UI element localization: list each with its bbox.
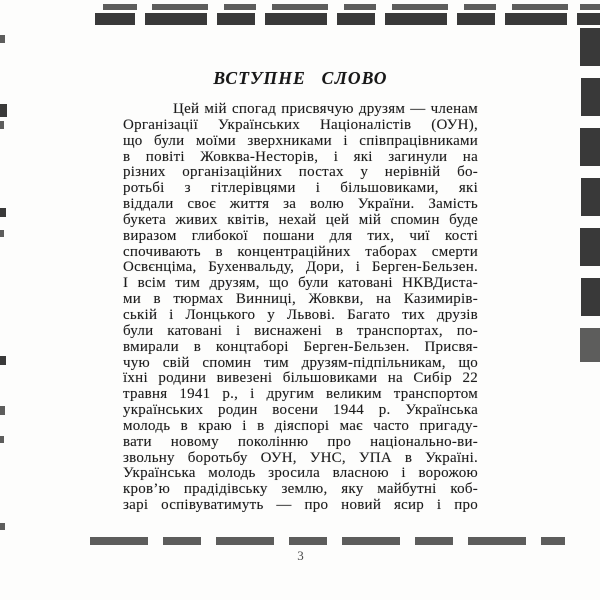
text-line: ротьбі з гітлерівцями і більшовиками, які bbox=[123, 180, 478, 197]
text-line: Організації Українських Націоналістів (ОУН), bbox=[123, 116, 478, 133]
text-line: Освєнціма, Бухенвальду, Дори, і Берген-Бельзен. bbox=[123, 259, 478, 276]
text-line: що були моїми зверхниками і співпрацівниками bbox=[123, 132, 478, 149]
text-line: віддали своє життя за волю України. Замість bbox=[123, 196, 478, 213]
text-line: зарі оспівуватимуть — про новий ясир і про bbox=[123, 497, 478, 514]
text-line: молодь в краю і в діяспорі має часто пригаду- bbox=[123, 417, 478, 434]
text-line: вмирали в концтаборі Берген-Бельзен. Присвя- bbox=[123, 338, 478, 355]
text-line: в повіті Жовква-Несторів, і які загинули на bbox=[123, 148, 478, 165]
text-line: кров’ю прадідівську землю, яку майбутні коб- bbox=[123, 481, 478, 498]
text-line: були катовані і виснажені в транспортах, по- bbox=[123, 322, 478, 339]
text-line: українських родин восени 1944 р. Українська bbox=[123, 402, 478, 419]
text-line: звольну боротьбу ОУН, УНС, УПА в Україні. bbox=[123, 449, 478, 466]
text-line: Цей мій спогад присвячую друзям — членам bbox=[173, 101, 478, 117]
page-number: 3 bbox=[297, 548, 304, 563]
page-title: ВСТУПНЕ СЛОВО bbox=[213, 68, 388, 88]
text-line: ській і Лонцького у Львові. Багато тих друзів bbox=[123, 306, 478, 323]
body-paragraph bbox=[123, 102, 478, 514]
text-line: І всім тим друзям, що були катовані НКВДиста- bbox=[123, 275, 478, 292]
text-line: букета живих квітів, нехай цей мій спомин буде bbox=[123, 211, 478, 228]
text-line: вати новому поколінню про національно-ви- bbox=[123, 433, 478, 450]
text-line: ми в тюрмах Винниці, Жовкви, на Казимирів- bbox=[123, 291, 478, 308]
text-line: травня 1941 р., і другим великим транспортом bbox=[123, 386, 478, 403]
text-line: чую свій спомин тим друзям-підпільникам, що bbox=[123, 354, 478, 371]
text-line: спочивають в концентраційних таборах смерти bbox=[123, 243, 478, 260]
text-line: виразом глибокої пошани для тих, чиї кості bbox=[123, 227, 478, 244]
text-line: їхні родини вивезені більшовиками на Сибір 22 bbox=[123, 370, 478, 387]
text-line: Українська молодь зросила власною і ворожою bbox=[123, 465, 478, 482]
text-line: різних організаційних постах у нерівній бо- bbox=[123, 164, 478, 181]
